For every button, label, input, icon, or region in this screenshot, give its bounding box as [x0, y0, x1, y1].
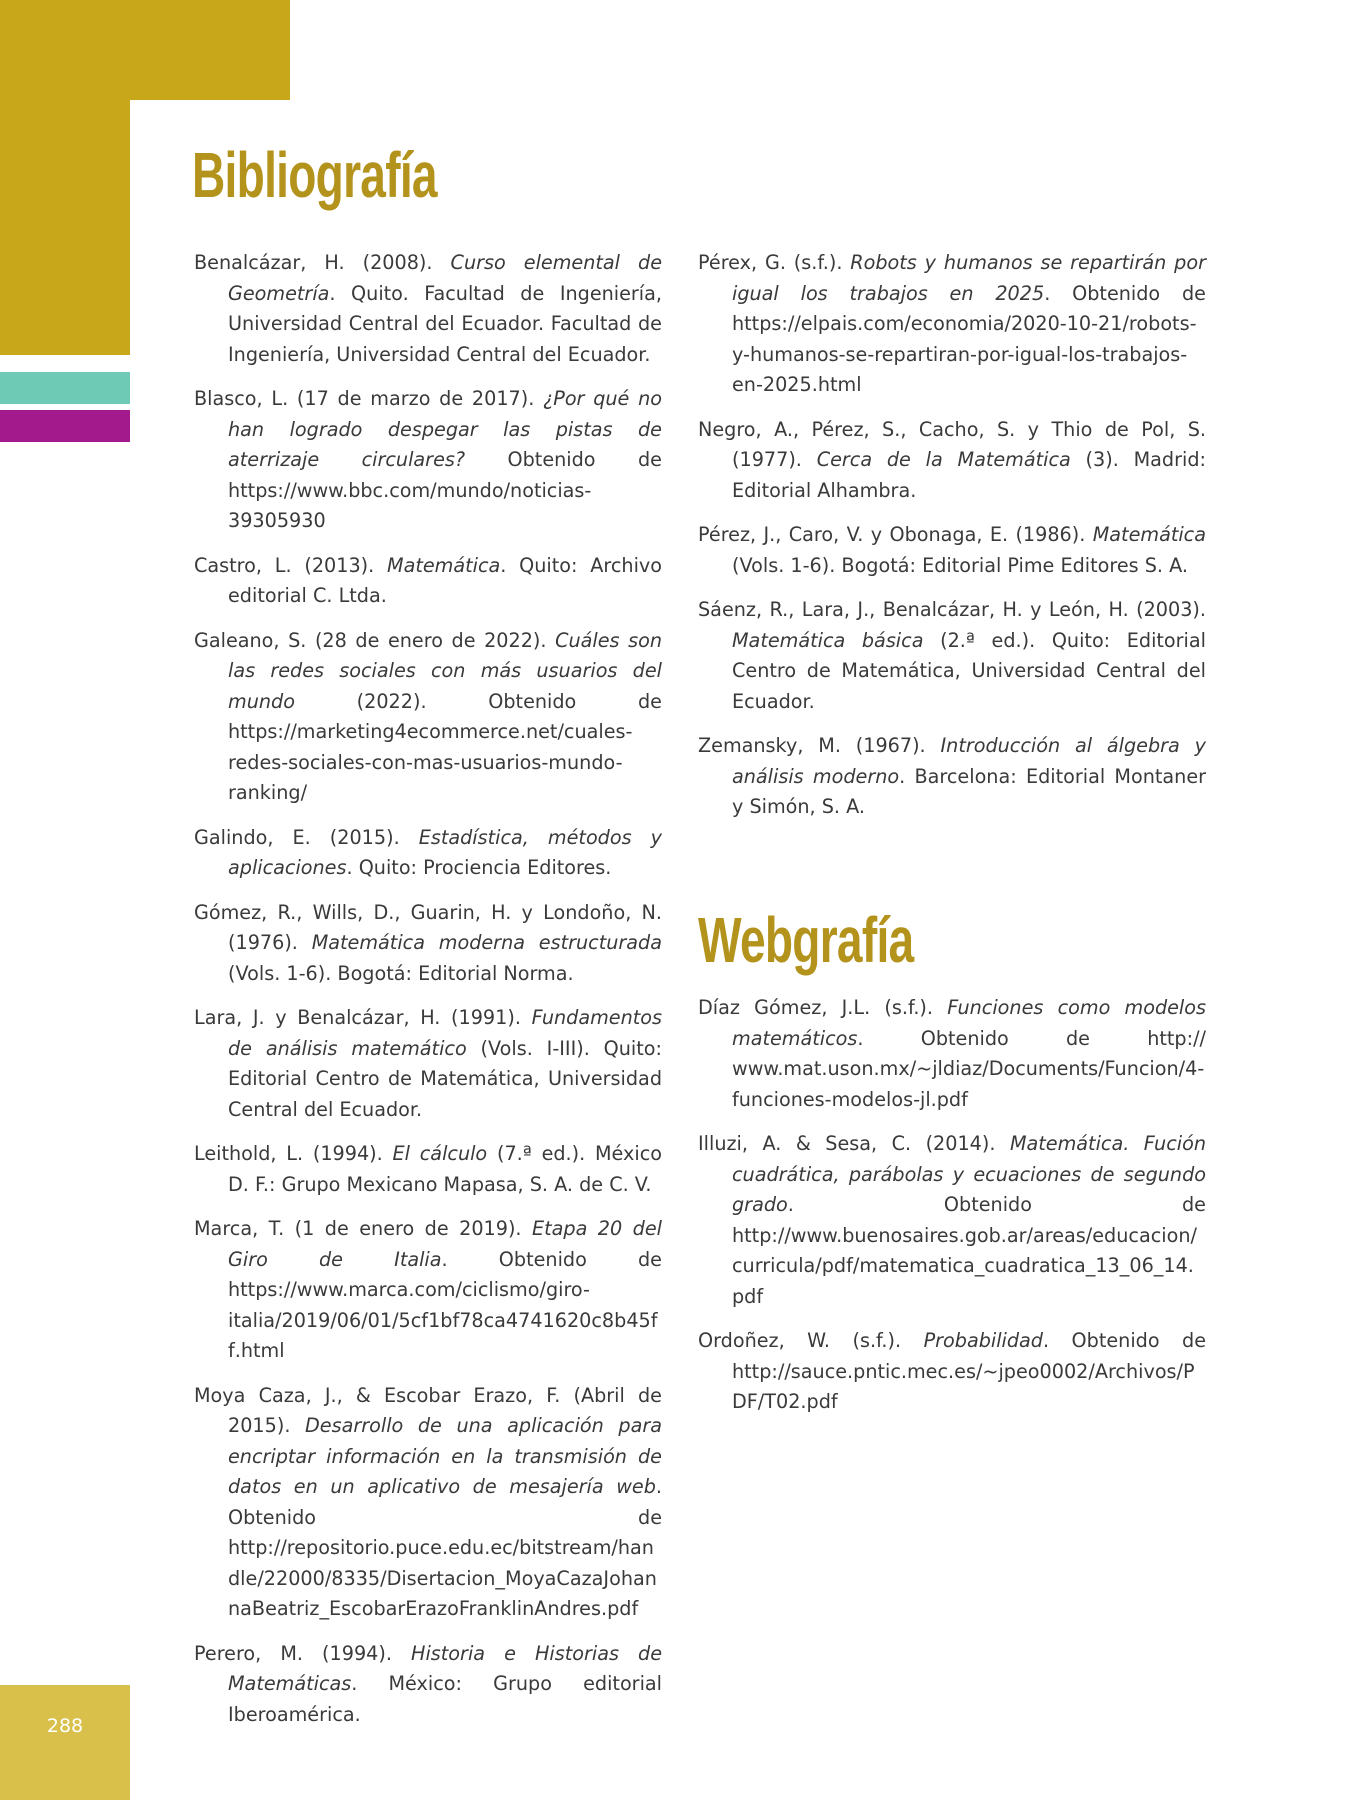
decor-magenta-stripe	[0, 410, 130, 442]
reference-entry: Galeano, S. (28 de enero de 2022). Cuáles son las redes sociales con más usuarios del mundo (2022). Obtenido de https://marketing4ecommerce.net/cuales-redes-sociales-con-mas-usuarios-mundo-ranking/	[194, 628, 662, 804]
reference-entry: Marca, T. (1 de enero de 2019). Etapa 20 del Giro de Italia. Obtenido de https://www.marca.com/ciclismo/giro-italia/2019/06/01/5cf1bf78ca4741620c8b45ff.html	[194, 1217, 662, 1362]
reference-entry: Moya Caza, J., & Escobar Erazo, F. (Abril de 2015). Desarrollo de una aplicación para encriptar información en la transmisión de datos en un aplicativo de mesajería web. Obtenido de http://repositorio.puce.edu.ec/bitstream/handle/22000/8335/Disertacion_MoyaCazaJohannaBeatriz_EscobarErazoFranklinAndres.pdf	[194, 1383, 662, 1620]
reference-entry: Galindo, E. (2015). Estadística, métodos y aplicaciones. Quito: Prociencia Editores.	[194, 825, 662, 879]
webgraphy-column	[698, 993, 1206, 1432]
page-number: 288	[46, 1715, 84, 1737]
reference-entry: Leithold, L. (1994). El cálculo (7.ª ed.). México D. F.: Grupo Mexicano Mapasa, S. A. de C. V.	[194, 1142, 662, 1196]
reference-entry: Castro, L. (2013). Matemática. Quito: Archivo editorial C. Ltda.	[194, 553, 662, 607]
reference-entry: Sáenz, R., Lara, J., Benalcázar, H. y León, H. (2003). Matemática básica (2.ª ed.). Quito: Editorial Centro de Matemática, Universidad Central del Ecuador.	[698, 598, 1206, 713]
webgraphy-entry: Díaz Gómez, J.L. (s.f.). Funciones como modelos matemáticos. Obtenido de http:// www.mat.uson.mx/~jldiaz/Documents/Funcion/4-funciones-modelos-jl.pdf	[698, 996, 1206, 1111]
bibliography-title: Bibliografía	[192, 139, 437, 211]
decor-page-number-block	[0, 1685, 130, 1800]
webgraphy-entry: Ordoñez, W. (s.f.). Probabilidad. Obtenido de http://sauce.pntic.mec.es/~jpeo0002/Archivos/PDF/T02.pdf	[698, 1329, 1207, 1413]
webgraphy-entry: Illuzi, A. & Sesa, C. (2014). Matemática. Fución cuadrática, parábolas y ecuaciones de segundo grado. Obtenido de http://www.buenosaires.gob.ar/areas/educacion/curricula/pdf/matematica_cuadratica_13_06_14.pdf	[698, 1132, 1206, 1308]
webgraphy-title: Webgrafía	[698, 904, 914, 976]
reference-entry: Lara, J. y Benalcázar, H. (1991). Fundamentos de análisis matemático (Vols. I-III). Quito: Editorial Centro de Matemática, Universidad Central del Ecuador.	[194, 1006, 662, 1121]
reference-entry: Perero, M. (1994). Historia e Historias de Matemáticas. México: Grupo editorial Iberoamérica.	[194, 1641, 663, 1726]
reference-entry: Pérez, J., Caro, V. y Obonaga, E. (1986). Matemática (Vols. 1-6). Bogotá: Editorial Pime Editores S. A.	[698, 523, 1206, 577]
reference-entry: Benalcázar, H. (2008). Curso elemental de Geometría. Quito. Facultad de Ingeniería, Universidad Central del Ecuador. Facultad de Ingeniería, Universidad Central del Ecuador.	[194, 251, 662, 366]
decor-teal-stripe	[0, 372, 130, 404]
reference-entry: Blasco, L. (17 de marzo de 2017). ¿Por qué no han logrado despegar las pistas de aterrizaje circulares? Obtenido de https://www.bbc.com/mundo/noticias-39305930	[194, 387, 662, 532]
bibliography-left-column	[194, 248, 662, 1744]
bibliography-right-column	[698, 248, 1206, 837]
decor-gold-side-bar	[0, 0, 130, 355]
reference-entry: Pérex, G. (s.f.). Robots y humanos se repartirán por igual los trabajos en 2025. Obtenido de https://elpais.com/economia/2020-10-21/robots-y-humanos-se-repartiran-por-igual-los-trabajos-en-2025.html	[698, 251, 1206, 396]
reference-entry: Gómez, R., Wills, D., Guarin, H. y Londoño, N. (1976). Matemática moderna estructurada (Vols. 1-6). Bogotá: Editorial Norma.	[194, 900, 662, 985]
reference-entry: Negro, A., Pérez, S., Cacho, S. y Thio de Pol, S. (1977). Cerca de la Matemática (3). Madrid: Editorial Alhambra.	[698, 417, 1206, 502]
reference-entry: Zemansky, M. (1967). Introducción al álgebra y análisis moderno. Barcelona: Editorial Montaner y Simón, S. A.	[698, 734, 1207, 818]
